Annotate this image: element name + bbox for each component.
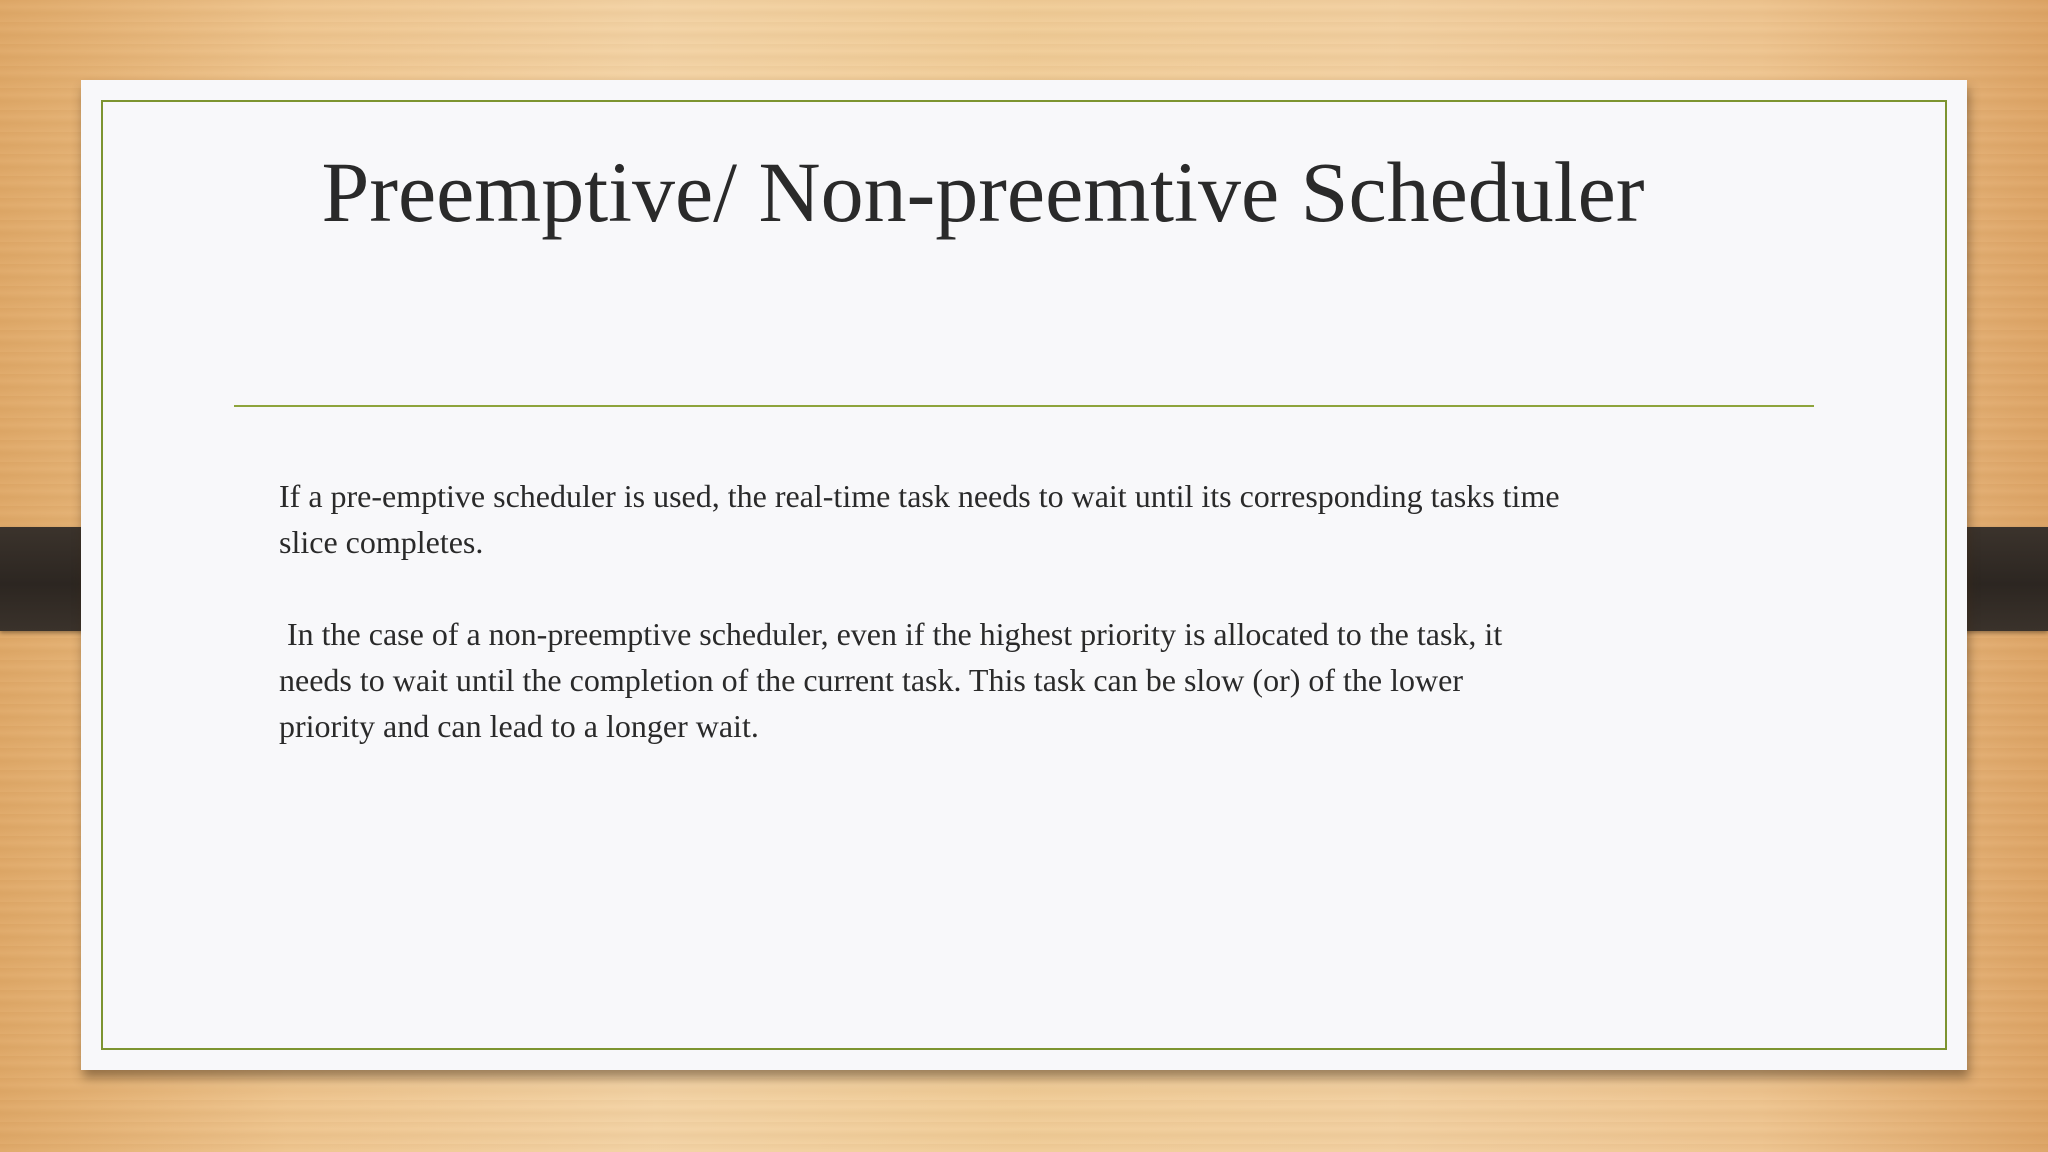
paragraph-non-preemptive: In the case of a non-preemptive scheduler, even if the highest priority is allocated to the task, it needs to wait until the completion of the current task. This task can be slow (or) of the lower priority and can lead to a longer wait. xyxy=(279,616,1503,744)
slide-title: Preemptive/ Non-preemtive Scheduler xyxy=(321,144,1645,240)
title-divider xyxy=(234,405,1814,407)
slide-body xyxy=(279,473,1839,795)
paragraph-preemptive: If a pre-emptive scheduler is used, the real-time task needs to wait until its corresponding tasks time slice completes. xyxy=(279,478,1560,560)
